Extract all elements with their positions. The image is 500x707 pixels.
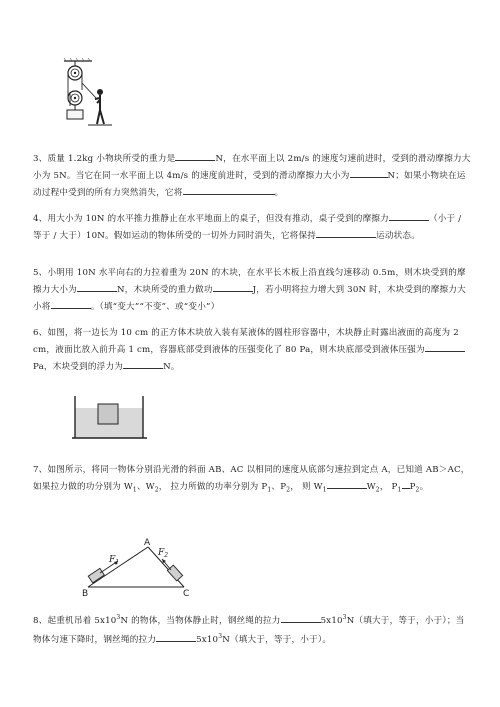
q6-text-2: Pa，木块受到的浮力为 [33, 362, 124, 372]
q6-answer-blank-1[interactable] [425, 341, 465, 352]
q7-text-6: W [366, 482, 376, 492]
point-b-label: B [82, 589, 89, 597]
q7-sub: 1 [322, 486, 327, 494]
f1-label: $F_1$ [109, 555, 120, 566]
q5-text-3: J，若小明将拉力增大到 30N 时，木块受到的摩擦力大小将 [33, 285, 466, 312]
q6-answer-blank-2[interactable] [123, 358, 163, 369]
q3-text-2: N，在水平面上以 2m/s 的速度匀速前进时，受到的滑动摩擦力大小为 5N。当它在同一水平面上以 4m/s 的速度前进时，受到的滑动摩擦力大小为 [33, 154, 471, 181]
q5-answer-blank-3[interactable] [51, 298, 91, 309]
q4-answer-blank-2[interactable] [316, 227, 376, 238]
question-5 [33, 265, 473, 315]
q8-text-6: N（填大于，等于，小于）。 [222, 634, 332, 645]
question-8 [33, 610, 473, 648]
q6-text-3: N。 [163, 362, 180, 372]
q7-text-2: 、W [136, 482, 155, 492]
q8-answer-blank-2[interactable] [156, 631, 196, 642]
q4-text-2: （小于 / 等于 / 大于）10N。假如运动的物体所受的一切外力同时消失，它将保持 [33, 214, 462, 241]
q7-sub: 2 [375, 486, 380, 494]
q7-text-7: ， P [379, 482, 398, 492]
q7-text-5: ， 则 W [290, 482, 323, 492]
question-6 [33, 325, 473, 375]
pulley-system-icon [62, 58, 122, 138]
q5-text-1: 5、小明用 10N 水平向右的力拉着重为 20N 的木块，在水平长木板上沿直线匀速移动 0.5m，则木块受到的摩擦力大小为 [33, 268, 466, 295]
q6-text-1: 6、如图，将一边长为 10 cm 的正方体木块放入装有某液体的圆柱形容器中，木块静止时露出液面的高度为 2 cm，液面比放入前升高 1 cm，容器底部受到液体的压强变化了 80 Pa，则木块底部受到液体压强为 [33, 328, 459, 355]
f2-label: $F_2$ [158, 548, 169, 559]
q5-text-4: 。（填“变大”“不变”、或“变小”） [90, 302, 220, 312]
q8-text-4: N（填大于，等于，小于）；当物体匀速下降时，钢丝绳的拉力 [33, 615, 465, 645]
q8-text-5: 5x10 [196, 634, 219, 645]
q7-sub: 2 [415, 486, 420, 494]
incline-diagram [82, 535, 202, 597]
q8-text-1: 8、起重机吊着 5x10 [33, 615, 117, 626]
point-a-label: A [144, 538, 151, 548]
pulley-figure [62, 58, 122, 138]
q7-answer-blank-1[interactable] [327, 478, 367, 489]
q8-sup: 3 [342, 614, 347, 621]
q7-sub: 2 [286, 486, 291, 494]
q3-answer-blank-1[interactable] [175, 150, 215, 161]
q7-sub: 1 [267, 486, 272, 494]
q7-text-8: P [409, 482, 416, 492]
q5-answer-blank-1[interactable] [77, 281, 117, 292]
q3-text-3: N；如果小物块在运动过程中受到的所有力突然消失，它将 [33, 171, 466, 198]
q8-text-3: 5x10 [320, 615, 343, 626]
q4-text-1: 4、用大小为 10N 的水平推力推静止在水平地面上的桌子，但没有推动，桌子受到的摩擦力 [33, 214, 389, 224]
q7-answer-blank-2[interactable] [402, 478, 410, 489]
q5-answer-blank-2[interactable] [213, 281, 253, 292]
q8-text-2: N 的物体，当物体静止时，钢丝绳的拉力 [120, 615, 281, 626]
q8-sup: 3 [218, 632, 223, 640]
q3-text-1: 3、质量 1.2kg 小物块所受的重力是 [33, 154, 176, 164]
q8-answer-blank-1[interactable] [281, 612, 321, 623]
q4-answer-blank-1[interactable] [389, 210, 429, 221]
q3-text-4: 。 [274, 188, 284, 198]
question-7 [33, 462, 473, 499]
q7-text-9: 。 [419, 482, 429, 492]
point-c-label: C [183, 589, 190, 597]
incline-figure [82, 535, 202, 597]
q8-sup: 3 [116, 614, 121, 621]
q7-sub: 2 [154, 486, 159, 494]
question-4 [33, 210, 473, 244]
q7-text-4: 、P [271, 482, 287, 492]
block-in-liquid-icon [72, 392, 152, 444]
q3-answer-blank-2[interactable] [350, 167, 388, 178]
q7-text-3: ， 拉力所做的功率分别为 P [158, 482, 268, 492]
question-3 [33, 150, 473, 201]
container-figure [72, 392, 152, 444]
q7-sub: 1 [132, 486, 137, 494]
q4-text-3: 运动状态。 [376, 231, 421, 241]
q5-text-2: N，木块所受的重力做功 [116, 285, 213, 295]
q7-text-1: 7、如图所示，将同一物体分别沿光滑的斜面 AB、AC 以相同的速度从底部匀速拉到定点 A，已知道 AB＞AC，如果拉力做的功分别为 W [33, 465, 470, 492]
q3-answer-blank-3[interactable] [183, 184, 275, 195]
q7-sub: 1 [397, 486, 402, 494]
